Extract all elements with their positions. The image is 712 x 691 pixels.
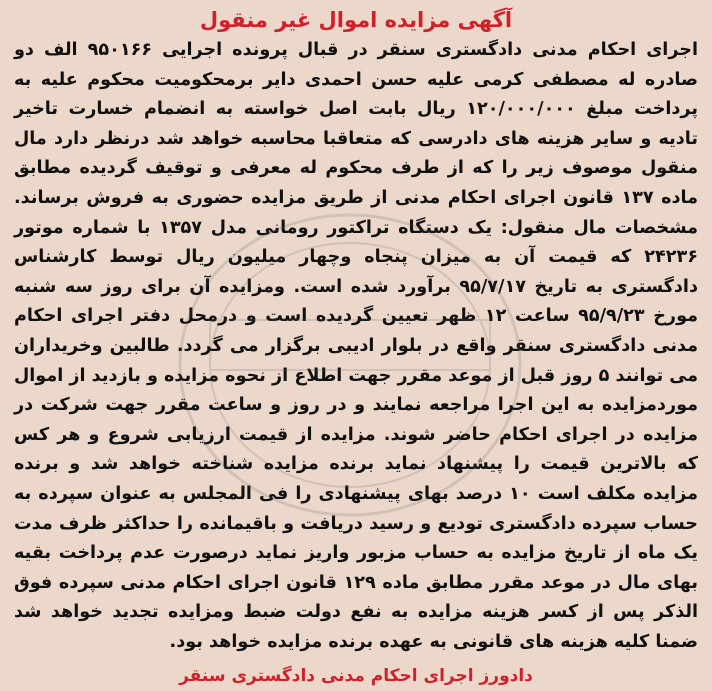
notice-title: آگهی مزایده اموال غیر منقول bbox=[199, 8, 513, 32]
notice-signature: دادورز اجرای احکام مدنی دادگستری سنقر bbox=[179, 666, 533, 687]
notice-body: اجرای احکام مدنی دادگستری سنقر در قبال پرونده اجرایی ۹۵۰۱۶۶ الف دو صادره له مصطفی کرمی علیه حسن احمدی دایر برمحکومیت محکوم علیه به پرداخت مبلغ ۱۲۰/۰۰۰/۰۰۰ ریال بابت اصل خواسته به انضمام خسارت تاخیر تادیه و سایر هزینه های دادرسی که متعاقبا محاسبه خواهد شد درنظر دارد مال منقول موصوف زیر را که از طرف محکوم له معرفی و توقیف گردیده مطابق ماده ۱۳۷ قانون اجرای احکام مدنی از طریق مزایده حضوری به فروش برساند. مشخصات مال منقول: یک دستگاه تراکتور رومانی مدل ۱۳۵۷ با شماره موتور ۲۴۲۳۶ که قیمت آن به میزان پنجاه وچهار میلیون ریال توسط کارشناس دادگستری به تاریخ ۹۵/۷/۱۷ برآورد شده است. ومزایده آن برای روز سه شنبه مورخ ۹۵/۹/۲۳ ساعت ۱۲ ظهر تعیین گردیده است و درمحل دفتر اجرای احکام مدنی دادگستری سنقر واقع در بلوار ادیبی برگزار می گردد. طالبین وخریداران می توانند ۵ روز قبل از موعد مقرر جهت اطلاع از نحوه مزایده و بازدید از اموال موردمزایده به این اجرا مراجعه نمایند و در روز و ساعت مقرر جهت شرکت در مزایده در اجرای احکام حاضر شوند. مزایده از قیمت ارزیابی شروع و هر کس که بالاترین قیمت را پیشنهاد نماید برنده مزایده شناخته خواهد شد و برنده مزایده مکلف است ۱۰ درصد بهای پیشنهادی را فی المجلس به عنوان سپرده به حساب سپرده دادگستری تودیع و رسید دریافت و باقیمانده را حداکثر ظرف مدت یک ماه از تاریخ مزایده به حساب مزبور واریز نماید درصورت عدم پرداخت بقیه بهای مال در موعد مقرر مطابق ماده ۱۲۹ قانون اجرای احکام مدنی سپرده فوق الذکر پس از کسر هزینه مزایده به نفع دولت ضبط ومزایده تجدید خواهد شد ضمنا کلیه هزینه های قانونی به عهده برنده مزایده خواهد بود. bbox=[14, 40, 699, 652]
